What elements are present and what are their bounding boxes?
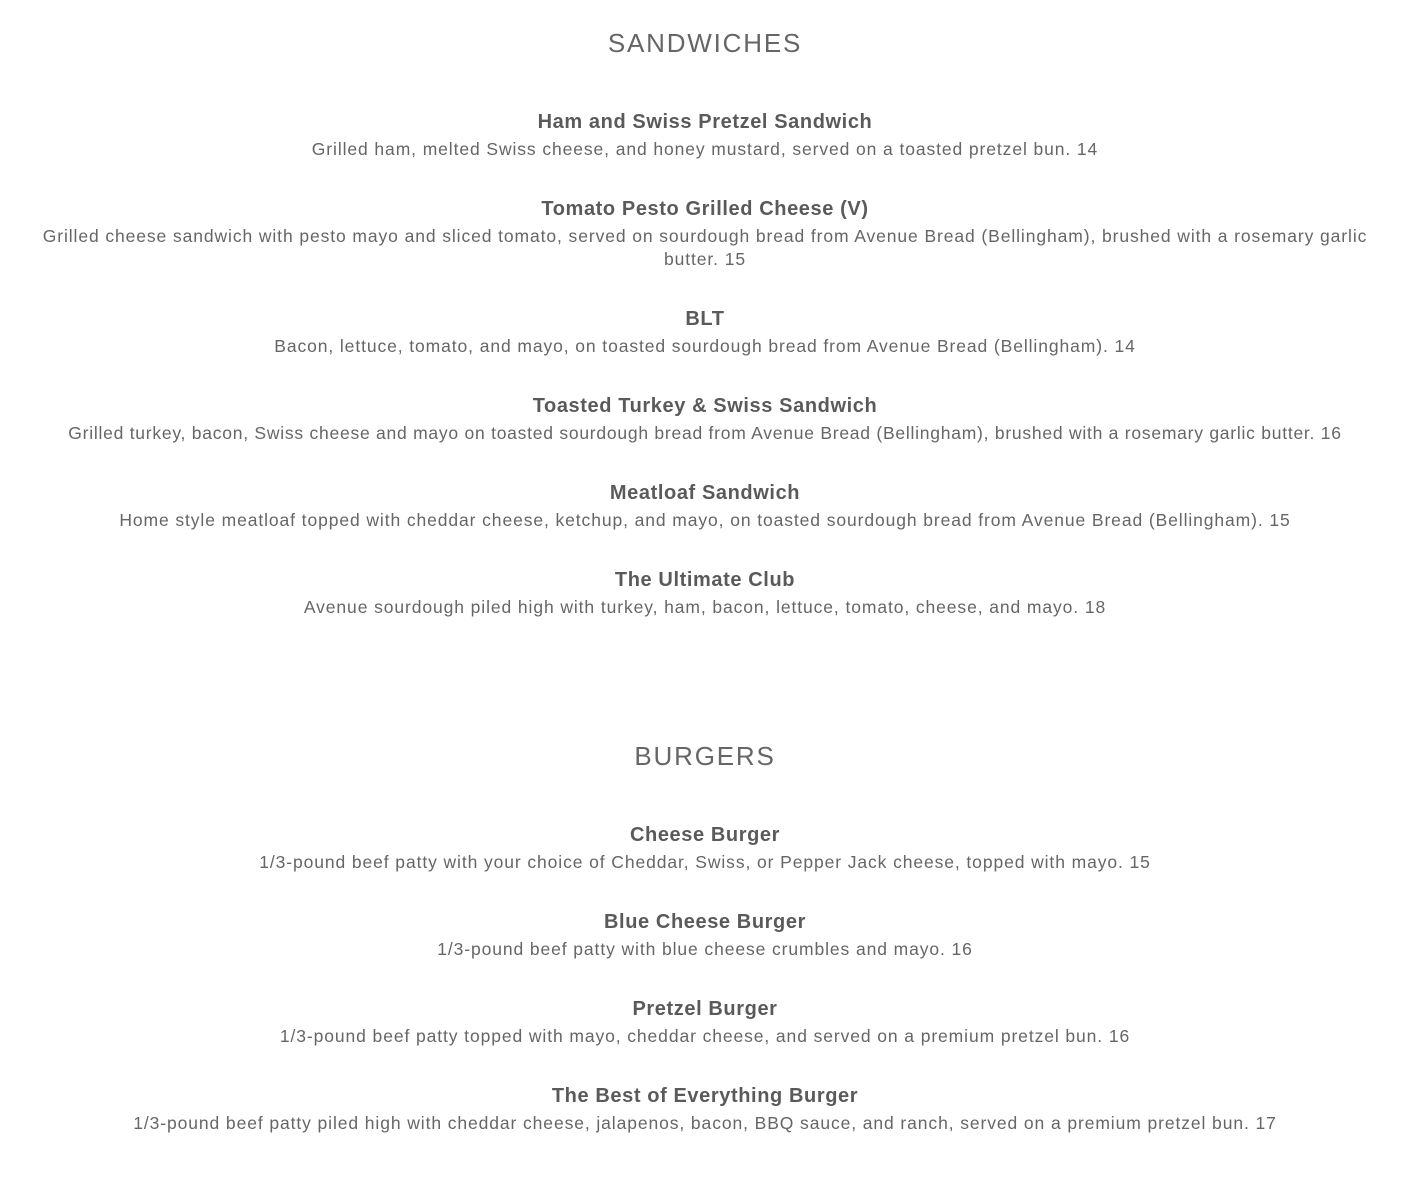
menu-item [0, 481, 1410, 532]
menu-item [0, 568, 1410, 619]
item-name: Blue Cheese Burger [604, 911, 806, 933]
item-name: Pretzel Burger [632, 998, 778, 1020]
menu-item [0, 307, 1410, 358]
menu-item [0, 394, 1410, 445]
item-name: The Best of Everything Burger [551, 1085, 859, 1107]
menu-items [0, 823, 1410, 1135]
item-description: Avenue sourdough piled high with turkey, ham, bacon, lettuce, tomato, cheese, and mayo. 18 [303, 597, 1107, 617]
item-description: 1/3-pound beef patty piled high with cheddar cheese, jalapenos, bacon, BBQ sauce, and ranch, served on a premium pretzel bun. 17 [133, 1113, 1277, 1133]
item-description: 1/3-pound beef patty with your choice of Cheddar, Swiss, or Pepper Jack cheese, topped with mayo. 15 [259, 852, 1151, 872]
item-description: Grilled ham, melted Swiss cheese, and honey mustard, served on a toasted pretzel bun. 14 [311, 139, 1099, 159]
menu-item [0, 1084, 1410, 1135]
item-name: Cheese Burger [629, 824, 781, 846]
item-description: Home style meatloaf topped with cheddar cheese, ketchup, and mayo, on toasted sourdough bread from Avenue Bread (Bellingham). 15 [119, 510, 1291, 530]
item-name: Ham and Swiss Pretzel Sandwich [537, 111, 873, 133]
item-description: Grilled turkey, bacon, Swiss cheese and mayo on toasted sourdough bread from Avenue Bread (Bellingham), brushed with a rosemary garlic butter. 16 [68, 423, 1342, 443]
item-description: Bacon, lettuce, tomato, and mayo, on toasted sourdough bread from Avenue Bread (Bellingham). 14 [274, 336, 1136, 356]
item-description: 1/3-pound beef patty with blue cheese crumbles and mayo. 16 [437, 939, 973, 959]
item-description: Grilled cheese sandwich with pesto mayo and sliced tomato, served on sourdough bread from Avenue Bread (Bellingham), brushed with a rosemary garlic butter. 15 [42, 226, 1368, 269]
section-title: BURGERS [634, 741, 776, 771]
item-name: Meatloaf Sandwich [609, 482, 801, 504]
item-name: BLT [685, 308, 725, 330]
section-burgers [0, 619, 1410, 1135]
menu-item [0, 823, 1410, 874]
item-name: The Ultimate Club [614, 569, 796, 591]
item-name: Tomato Pesto Grilled Cheese (V) [541, 198, 869, 220]
menu-items [0, 110, 1410, 619]
menu-item [0, 110, 1410, 161]
item-description: 1/3-pound beef patty topped with mayo, cheddar cheese, and served on a premium pretzel bun. 16 [279, 1026, 1131, 1046]
menu-item [0, 197, 1410, 271]
section-title: SANDWICHES [607, 28, 803, 58]
item-name: Toasted Turkey & Swiss Sandwich [532, 395, 878, 417]
menu-item [0, 997, 1410, 1048]
menu-item [0, 910, 1410, 961]
